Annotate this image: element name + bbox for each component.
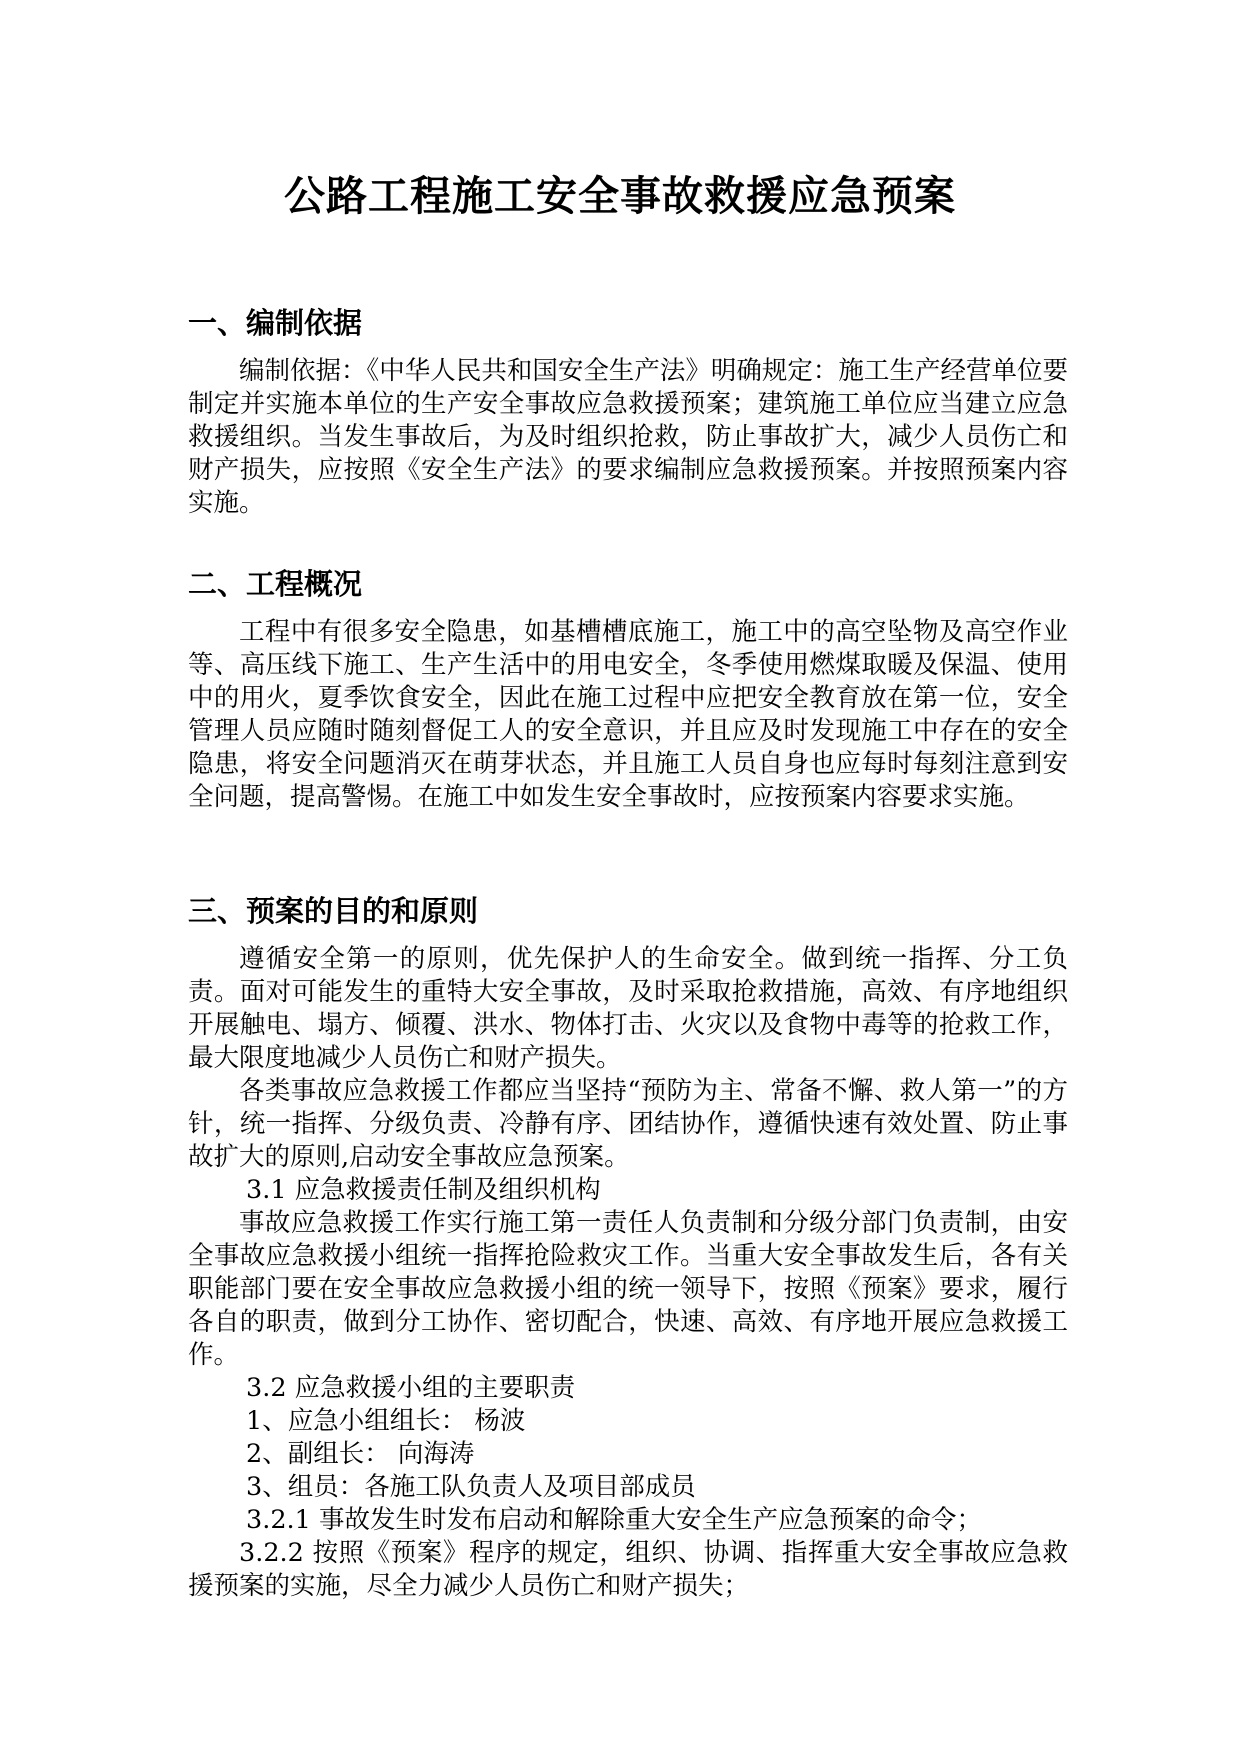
section-heading-principles: 三、预案的目的和原则 [188,894,479,928]
section-heading-basis: 一、编制依据 [188,306,363,340]
team-members-line: 3、组员：各施工队负责人及项目部成员 [246,1472,696,1502]
document-title: 公路工程施工安全事故救援应急预案 [284,172,956,220]
responsibility-paragraph: 事故应急救援工作实行施工第一责任人负责制和分级分部门负责制，由安全事故应急救援小组统一指挥抢险救灾工作。当重大安全事故发生后，各有关职能部门要在安全事故应急救援小组的统一领导下，按照《预案》要求，履行各自的职责，做到分工协作、密切配合，快速、高效、有序地开展应急救援工作。 [188,1208,1068,1370]
subsection-title-3-2: 3.2 应急救援小组的主要职责 [246,1373,576,1403]
section-heading-overview: 二、工程概况 [188,567,363,601]
team-leader-line: 1、应急小组组长： 杨波 [246,1406,526,1436]
basis-paragraph: 编制依据：《中华人民共和国安全生产法》明确规定：施工生产经营单位要制定并实施本单位的生产安全事故应急救援预案；建筑施工单位应当建立应急救援组织。当发生事故后，为及时组织抢救，防止事故扩大，减少人员伤亡和财产损失，应按照《安全生产法》的要求编制应急救援预案。并按照预案内容实施。 [188,356,1068,518]
deputy-leader-line: 2、副组长： 向海涛 [246,1439,475,1469]
principles-paragraph-1: 遵循安全第一的原则，优先保护人的生命安全。做到统一指挥、分工负责。面对可能发生的重特大安全事故，及时采取抢救措施，高效、有序地组织开展触电、塌方、倾覆、洪水、物体打击、火灾以及食物中毒等的抢救工作，最大限度地减少人员伤亡和财产损失。 [188,944,1068,1073]
subsection-title-3-1: 3.1 应急救援责任制及组织机构 [246,1175,601,1205]
principles-paragraph-2: 各类事故应急救援工作都应当坚持“预防为主、常备不懈、救人第一”的方针，统一指挥、分级负责、冷静有序、团结协作，遵循快速有效处置、防止事故扩大的原则,启动安全事故应急预案。 [188,1076,1068,1172]
duty-3-2-2: 3.2.2 按照《预案》程序的规定，组织、协调、指挥重大安全事故应急救援预案的实施，尽全力减少人员伤亡和财产损失； [188,1538,1068,1601]
overview-paragraph: 工程中有很多安全隐患，如基槽槽底施工，施工中的高空坠物及高空作业等、高压线下施工、生产生活中的用电安全，冬季使用燃煤取暖及保温、使用中的用火，夏季饮食安全，因此在施工过程中应把安全教育放在第一位，安全管理人员应随时随刻督促工人的安全意识，并且应及时发现施工中存在的安全隐患，将安全问题消灭在萌芽状态，并且施工人员自身也应每时每刻注意到安全问题，提高警惕。在施工中如发生安全事故时，应按预案内容要求实施。 [188,617,1068,812]
duty-3-2-1: 3.2.1 事故发生时发布启动和解除重大安全生产应急预案的命令； [246,1505,982,1535]
